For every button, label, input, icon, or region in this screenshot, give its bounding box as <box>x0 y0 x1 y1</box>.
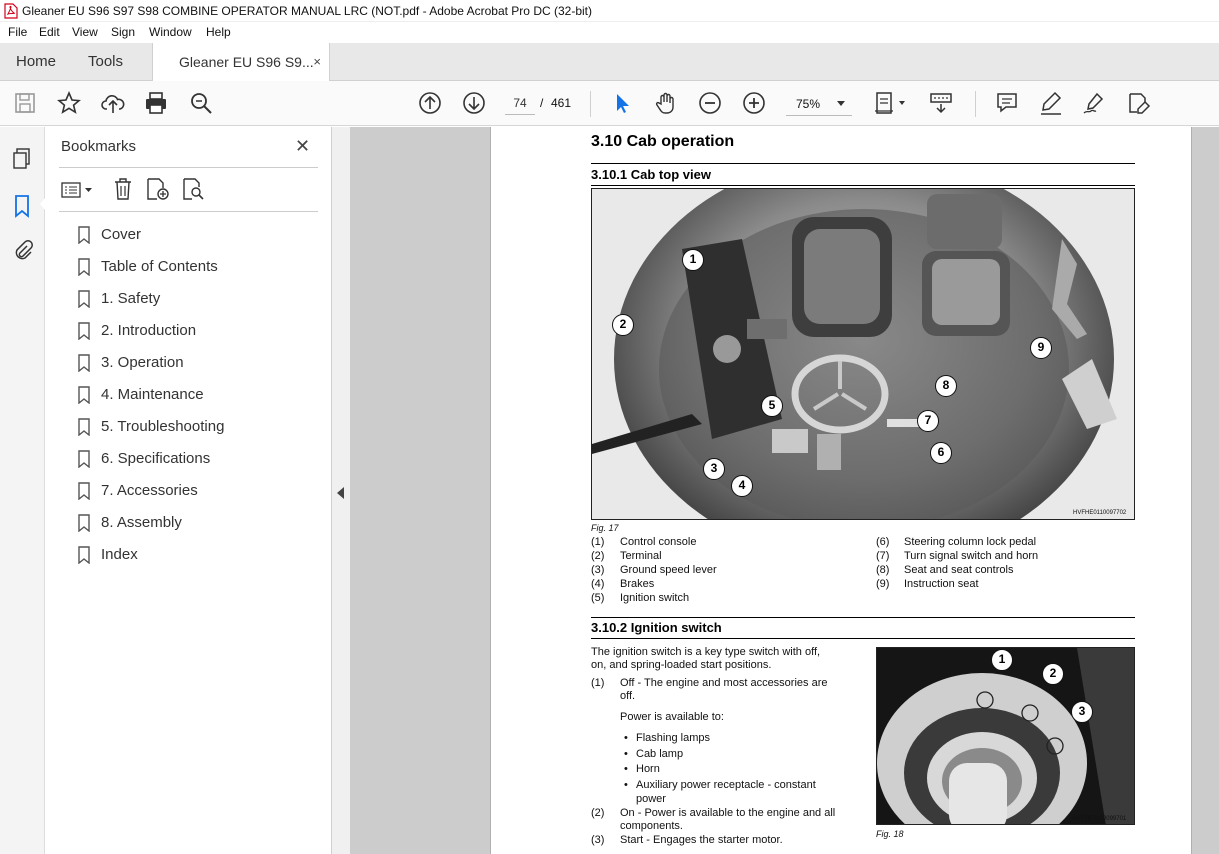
menu-file[interactable]: File <box>8 25 28 39</box>
bookmark-item-cover[interactable] <box>78 223 318 247</box>
minus-circle-icon <box>697 90 723 116</box>
cursor-arrow-icon <box>608 90 634 116</box>
callout-9: 9 <box>1030 337 1052 359</box>
legend-num: (9) <box>876 578 890 590</box>
chevron-left-icon <box>337 487 345 499</box>
bookmark-item-troubleshooting[interactable] <box>78 415 318 439</box>
bookmark-item-maintenance[interactable] <box>78 383 318 407</box>
bookmark-icon <box>78 418 90 436</box>
bullet-dot: • <box>624 779 628 791</box>
bookmark-search-icon[interactable] <box>181 177 205 201</box>
callout-3: 3 <box>1071 701 1093 723</box>
bookmarks-panel <box>45 127 332 854</box>
subsection-title: 3.10.2 Ignition switch <box>591 620 722 635</box>
bullet-text: Flashing lamps <box>636 732 710 744</box>
bookmark-label: Table of Contents <box>101 258 218 275</box>
heading-rule <box>591 617 1135 618</box>
legend-num: (8) <box>876 564 890 576</box>
bullet-text: Cab lamp <box>636 748 684 760</box>
tab-tools[interactable]: Tools <box>88 53 124 70</box>
highlight-button[interactable] <box>1038 90 1064 116</box>
page-separator: / <box>540 96 544 110</box>
bookmark-icon <box>78 226 90 244</box>
bookmark-label: 4. Maintenance <box>101 386 204 403</box>
bookmark-item-index[interactable] <box>78 543 318 567</box>
bookmark-star-button[interactable] <box>56 90 82 116</box>
bookmark-icon <box>78 450 90 468</box>
page-fit-button[interactable] <box>873 90 909 116</box>
signature-pen-icon <box>1081 90 1107 116</box>
heading-rule <box>591 163 1135 164</box>
bookmark-options-icon[interactable] <box>61 180 97 200</box>
body-text: On - Power is available to the engine and all <box>620 807 836 819</box>
menu-view[interactable]: View <box>72 25 98 39</box>
scroll-mode-button[interactable] <box>928 90 954 116</box>
legend-text: Seat and seat controls <box>904 564 1014 576</box>
legend-num: (1) <box>591 536 605 548</box>
bookmark-icon <box>78 546 90 564</box>
callout-5: 5 <box>761 395 783 417</box>
item-num: (3) <box>591 834 605 846</box>
bullet-text: Horn <box>636 763 660 775</box>
callout-7: 7 <box>917 410 939 432</box>
zoom-select[interactable] <box>786 91 852 116</box>
legend-text: Turn signal switch and horn <box>904 550 1039 562</box>
paperclip-icon[interactable] <box>12 239 34 263</box>
tab-document[interactable] <box>152 43 330 82</box>
pdf-page <box>490 127 1192 854</box>
legend-text: Instruction seat <box>904 578 979 590</box>
legend-num: (6) <box>876 536 890 548</box>
legend-text: Steering column lock pedal <box>904 536 1037 548</box>
arrow-down-circle-icon <box>461 90 487 116</box>
bookmark-label: 7. Accessories <box>101 482 198 499</box>
item-num: (2) <box>591 807 605 819</box>
divider <box>59 211 318 212</box>
callout-2: 2 <box>1042 663 1064 685</box>
bookmark-icon <box>78 322 90 340</box>
item-num: (1) <box>591 677 605 689</box>
bookmarks-close-button[interactable]: ✕ <box>295 136 311 156</box>
navigation-rail <box>0 127 45 854</box>
bookmark-item-table-of-contents[interactable] <box>78 255 318 279</box>
menu-help[interactable]: Help <box>206 25 231 39</box>
menu-edit[interactable]: Edit <box>39 25 60 39</box>
edit-document-icon <box>1125 90 1151 116</box>
figure-code: HVFHE0110097702 <box>1073 510 1127 516</box>
callout-1: 1 <box>991 649 1013 671</box>
body-text: Start - Engages the starter motor. <box>620 834 783 846</box>
toolbar-separator <box>590 91 591 117</box>
search-button[interactable] <box>188 90 214 116</box>
body-text: off. <box>620 690 636 702</box>
ignition-photo <box>877 648 1135 825</box>
callout-4: 4 <box>731 475 753 497</box>
legend-num: (5) <box>591 592 605 604</box>
total-pages: 461 <box>551 96 572 110</box>
pages-thumbnail-icon[interactable] <box>11 147 33 171</box>
save-icon <box>12 90 38 116</box>
bookmark-icon <box>78 258 90 276</box>
legend-num: (4) <box>591 578 605 590</box>
legend-num: (7) <box>876 550 890 562</box>
figure-caption: Fig. 18 <box>876 829 904 839</box>
cloud-upload-icon <box>100 90 126 116</box>
new-bookmark-icon[interactable] <box>145 177 171 201</box>
cab-top-view-figure <box>591 188 1135 520</box>
callout-8: 8 <box>935 375 957 397</box>
heading-rule <box>591 185 1135 186</box>
bookmark-label: 2. Introduction <box>101 322 197 339</box>
legend-num: (3) <box>591 564 605 576</box>
bookmarks-title: Bookmarks <box>61 138 137 155</box>
bullet-dot: • <box>624 732 628 744</box>
tab-close-button[interactable]: × <box>313 54 321 69</box>
share-upload-button[interactable] <box>100 90 126 116</box>
highlighter-pen-icon <box>1038 90 1064 116</box>
legend-text: Terminal <box>620 550 662 562</box>
comment-button[interactable] <box>994 90 1020 116</box>
figure-code: HVFHE0110099701 <box>1073 816 1127 822</box>
bookmark-item-assembly[interactable] <box>78 511 318 535</box>
bookmark-label: 6. Specifications <box>101 450 211 467</box>
ignition-switch-figure <box>876 647 1135 825</box>
bookmark-label: 3. Operation <box>101 354 184 371</box>
page-number-input[interactable]: 74 <box>505 91 535 115</box>
subsection-title: 3.10.1 Cab top view <box>591 167 711 182</box>
callout-1: 1 <box>682 249 704 271</box>
hand-icon <box>653 90 679 116</box>
cab-photo <box>592 189 1135 520</box>
bookmark-panel-icon[interactable] <box>12 193 32 219</box>
body-text: The ignition switch is a key type switch with off, <box>591 646 821 658</box>
chevron-down-icon <box>837 101 845 106</box>
bookmark-item-introduction[interactable] <box>78 319 318 343</box>
bullet-dot: • <box>624 748 628 760</box>
fit-page-icon <box>873 90 909 116</box>
comment-icon <box>994 90 1020 116</box>
edit-pdf-button[interactable] <box>1125 90 1151 116</box>
zoom-in-button[interactable] <box>741 90 767 116</box>
legend-text: Ignition switch <box>620 592 690 604</box>
body-text: Power is available to: <box>620 711 724 723</box>
bullet-dot: • <box>624 763 628 775</box>
zoom-search-icon <box>188 90 214 116</box>
bookmark-icon <box>78 354 90 372</box>
legend-text: Ground speed lever <box>620 564 717 576</box>
menu-window[interactable]: Window <box>149 25 192 39</box>
previous-page-button[interactable] <box>417 90 443 116</box>
callout-2: 2 <box>612 314 634 336</box>
hand-tool-button[interactable] <box>653 90 679 116</box>
bookmark-item-operation[interactable] <box>78 351 318 375</box>
legend-num: (2) <box>591 550 605 562</box>
bookmark-label: 1. Safety <box>101 290 161 307</box>
figure-caption: Fig. 17 <box>591 523 619 533</box>
bookmark-label: 8. Assembly <box>101 514 182 531</box>
body-text: on, and spring-loaded start positions. <box>591 659 772 671</box>
tab-home[interactable]: Home <box>16 53 57 70</box>
bookmark-icon <box>78 290 90 308</box>
zoom-out-button[interactable] <box>697 90 723 116</box>
acrobat-logo-icon <box>4 3 18 19</box>
bookmark-item-specifications[interactable] <box>78 447 318 471</box>
divider <box>59 167 318 168</box>
body-text: Off - The engine and most accessories are <box>620 677 828 689</box>
printer-icon <box>143 90 169 116</box>
print-button[interactable] <box>143 90 169 116</box>
menu-bar <box>0 22 1219 43</box>
heading-rule <box>591 638 1135 639</box>
sign-button[interactable] <box>1081 90 1107 116</box>
bullet-text: Auxiliary power receptacle - constant <box>636 779 816 791</box>
title-bar <box>0 0 1219 22</box>
plus-circle-icon <box>741 90 767 116</box>
legend-text: Brakes <box>620 578 655 590</box>
bullet-text: power <box>636 793 666 805</box>
arrow-up-circle-icon <box>417 90 443 116</box>
bookmark-icon <box>78 514 90 532</box>
trash-icon[interactable] <box>112 177 134 201</box>
body-text: components. <box>620 820 683 832</box>
zoom-value: 75% <box>796 97 821 111</box>
save-button[interactable] <box>12 90 38 116</box>
bookmark-label: 5. Troubleshooting <box>101 418 225 435</box>
callout-6: 6 <box>930 442 952 464</box>
bookmark-label: Index <box>101 546 138 563</box>
tab-bar <box>0 43 1219 81</box>
bookmark-item-safety[interactable] <box>78 287 318 311</box>
callout-3: 3 <box>703 458 725 480</box>
menu-sign[interactable]: Sign <box>111 25 136 39</box>
toolbar-separator <box>975 91 976 117</box>
bookmark-icon <box>78 482 90 500</box>
section-title: 3.10 Cab operation <box>591 133 735 150</box>
legend-text: Control console <box>620 536 697 548</box>
next-page-button[interactable] <box>461 90 487 116</box>
window-title: Gleaner EU S96 S97 S98 COMBINE OPERATOR MANUAL LRC (NOT.pdf - Adobe Acrobat Pro DC (32-bit) <box>22 4 592 18</box>
panel-collapse-handle[interactable] <box>332 127 350 854</box>
bookmark-icon <box>78 386 90 404</box>
tab-document-label: Gleaner EU S96 S9... <box>179 54 314 70</box>
keyboard-scroll-icon <box>928 90 954 116</box>
toolbar <box>0 81 1219 126</box>
star-icon <box>56 90 82 116</box>
select-tool-button[interactable] <box>608 90 634 116</box>
bookmark-label: Cover <box>101 226 142 243</box>
bookmark-item-accessories[interactable] <box>78 479 318 503</box>
